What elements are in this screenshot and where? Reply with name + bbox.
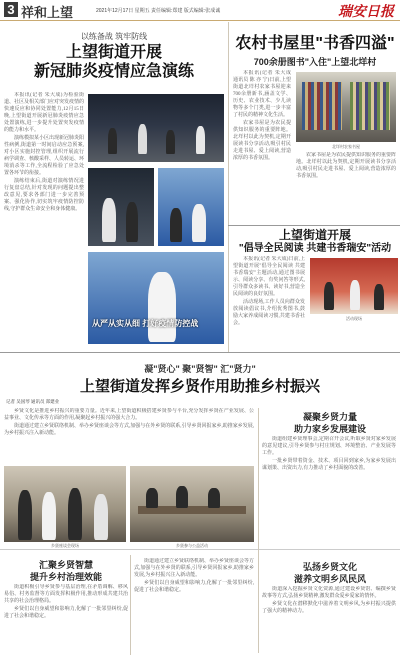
person-figure [108, 128, 117, 154]
column-divider [228, 22, 229, 352]
paragraph: 乡贤们以自身威望和影响力,化解了一批邻里纠纷,促进了社会和谐稳定。 [4, 607, 128, 619]
paragraph: 街道积极引导乡贤参与基层治理,在矛盾调解、移风易俗、村务监督等方面发挥积极作用,推动形成共建共治共享的社会治理格局。 [4, 585, 128, 604]
article-body [262, 436, 396, 536]
article-subtitle: 提升乡村治理效能 [29, 572, 102, 582]
article-body-continued [134, 558, 254, 652]
article-body [233, 256, 305, 348]
drill-photo [88, 252, 224, 344]
person-figure [148, 272, 176, 342]
article-subtitle: 700余册图书"入住"上望北垟村 [253, 57, 377, 67]
paragraph: 乡贤文化是推进乡村振兴的重要力量。近年来,上望街道积极搭建乡贤参与平台,充分发挥乡贤在产业发展、公益事业、文化传承等方面的作用,凝聚起乡村振兴的强大合力。 [4, 409, 254, 421]
article-body [233, 70, 291, 220]
newspaper-logo: 瑞安日报 [338, 5, 394, 20]
person-figure [196, 126, 205, 154]
person-figure [374, 284, 384, 310]
page-number: 3 [4, 2, 18, 17]
meeting-photo [4, 466, 126, 542]
article-body [4, 584, 128, 652]
paragraph: 乡贤文化在潜移默化中滋养着文明乡风,为乡村振兴提供了强大的精神动力。 [262, 602, 396, 614]
person-figure [126, 202, 138, 242]
article-headline: 农村书屋里"书香四溢" [235, 35, 395, 52]
photo-caption: 乡贤座谈会现场 [51, 543, 79, 548]
meeting-photo [130, 466, 254, 542]
article-headline: 上望街道开展 [65, 44, 162, 61]
person-figure [350, 280, 360, 310]
article-headline: 上望街道开展 [278, 228, 351, 242]
column-divider [130, 555, 131, 655]
activity-photo [310, 258, 398, 314]
paragraph: 活动现场,工作人员向群众发放阅读倡议书,介绍优秀图书,鼓励大家养成阅读习惯,共建书香社会。 [233, 300, 305, 326]
paragraph: 农家书屋是为农民提供知识服务的重要阵地。北垟村以此为契机,定期开展读书分享活动,吸引村民走进书屋、爱上阅读,营造浓厚的书香氛围。 [233, 121, 291, 161]
section-divider [0, 352, 400, 353]
library-photo [296, 72, 396, 142]
article-kicker: 以练备战 筑牢防线 [80, 32, 148, 41]
photo-caption: 北垟村农家书屋 [332, 144, 360, 149]
section-title: 祥和上望 [21, 5, 74, 20]
article-body [4, 408, 254, 462]
drill-photo [158, 168, 224, 246]
article-subtitle: 助力家乡发展建设 [293, 424, 366, 434]
paragraph: 街道组建乡贤理事会,定期召开会议,听取乡贤对家乡发展的意见建议,引导乡贤参与村庄规划、环境整治、产业发展等工作。 [262, 437, 396, 456]
paragraph: 街道通过建立乡贤联络机制、举办乡贤座谈会等方式,加强与在外乡贤的联系,引导乡贤回报家乡,助推家乡发展,为乡村振兴注入新动能。 [134, 559, 254, 578]
article-body-continued [296, 152, 396, 222]
column-divider [258, 408, 259, 653]
article-body [4, 92, 84, 348]
article-headline: 汇聚乡贤智慧 [38, 560, 93, 570]
paragraph: 演练模拟某小区出现新冠肺炎阳性病例,街道第一时间启动应急预案,对小区实施封控管理,组织开展流行病学调查、核酸采样、人员转运、环境消杀等工作,全流程检验了应急处置各环节的衔接。 [4, 136, 84, 176]
person-figure [324, 282, 334, 310]
person-figure [102, 198, 116, 242]
article-body [262, 586, 396, 652]
photo-banner: 从严从实从细 打好疫情防控战 [92, 319, 199, 328]
person-figure [170, 208, 182, 242]
paragraph: 本报讯(记者 朱大成)日前,上望街道开展"倡导全民阅读 共建书香瑞安"主题活动,通过图书展示、阅读分享、有奖问答等形式,引导群众多读书、读好书,营造全民阅读的良好氛围。 [233, 257, 305, 297]
person-figure [176, 486, 188, 508]
article-headline: 新冠肺炎疫情应急演练 [33, 63, 194, 80]
photo-caption: 乡贤参与公益活动 [176, 543, 208, 548]
bookshelf [302, 82, 342, 130]
paragraph: 演练结束后,街道对演练情况进行复盘总结,针对发现的问题提出整改意见,要求各部门进一步完善预案、强化协作,切实筑牢疫情防控防线,守护群众生命安全和身体健康。 [4, 179, 84, 212]
paragraph: 乡贤们以自身威望和影响力,化解了一批邻里纠纷,促进了社会和谐稳定。 [134, 581, 254, 593]
photo-caption: 活动现场 [346, 316, 362, 321]
drill-photo [88, 94, 224, 162]
paragraph: 本报讯(记者 朱大成)为检验街道、社区及相关部门应对突发疫情的快速反应和协同处置能力,12月15日晚,上望街道开展新冠肺炎疫情应急处置演练,进一步提升处置突发疫情的能力和水平。 [4, 93, 84, 133]
byline: 记者 吴国琴 通讯员 郑建业 [6, 399, 60, 404]
person-figure [208, 488, 220, 508]
paragraph: 街道深入挖掘乡贤文化资源,通过建设乡贤馆、编撰乡贤故事等方式,弘扬乡贤精神,激发群众爱乡爱家的情怀。 [262, 587, 396, 599]
paragraph: 农家书屋是为农民提供知识服务的重要阵地。北垟村以此为契机,定期开展读书分享活动,吸引村民走进书屋、爱上阅读,营造浓厚的书香氛围。 [296, 153, 396, 179]
person-figure [68, 488, 82, 540]
person-figure [166, 130, 175, 154]
article-headline: 弘扬乡贤文化 [302, 562, 357, 572]
person-figure [42, 492, 56, 540]
article-subtitle: "倡导全民阅读 共建书香瑞安"活动 [238, 243, 392, 254]
person-figure [18, 490, 32, 540]
section-divider [0, 549, 400, 550]
article-subtitle: 滋养文明乡风民风 [293, 574, 366, 584]
date-line: 2021年12月17日 星期五 责任编辑:郑建 版式编辑:张成诚 [96, 8, 221, 14]
bookshelf [350, 82, 390, 130]
paragraph: 一批乡贤带着资金、技术、项目回到家乡,为家乡发展出谋划策、出资出力,有力推动了乡村面貌的改善。 [262, 459, 396, 471]
person-figure [138, 124, 147, 154]
paragraph: 街道通过建立乡贤联络机制、举办乡贤座谈会等方式,加强与在外乡贤的联系,引导乡贤回报家乡,助推家乡发展,为乡村振兴注入新动能。 [4, 424, 254, 436]
drill-photo [88, 168, 154, 246]
person-figure [94, 494, 108, 540]
paragraph: 本报讯(记者 朱大成 通讯员 陈 亦 宁)日前,上望街道北垟村农家书屋迎来700余册新书,涵盖文学、历史、农业技术、少儿读物等多个门类,进一步丰富了村民的精神文化生活。 [233, 71, 291, 118]
main-headline: 上望街道发挥乡贤作用助推乡村振兴 [79, 378, 320, 395]
person-figure [146, 488, 158, 508]
strap-line: 凝"贤心" 聚"贤智" 汇"贤力" [144, 364, 256, 374]
person-figure [192, 204, 206, 242]
article-headline: 凝聚乡贤力量 [302, 412, 357, 422]
